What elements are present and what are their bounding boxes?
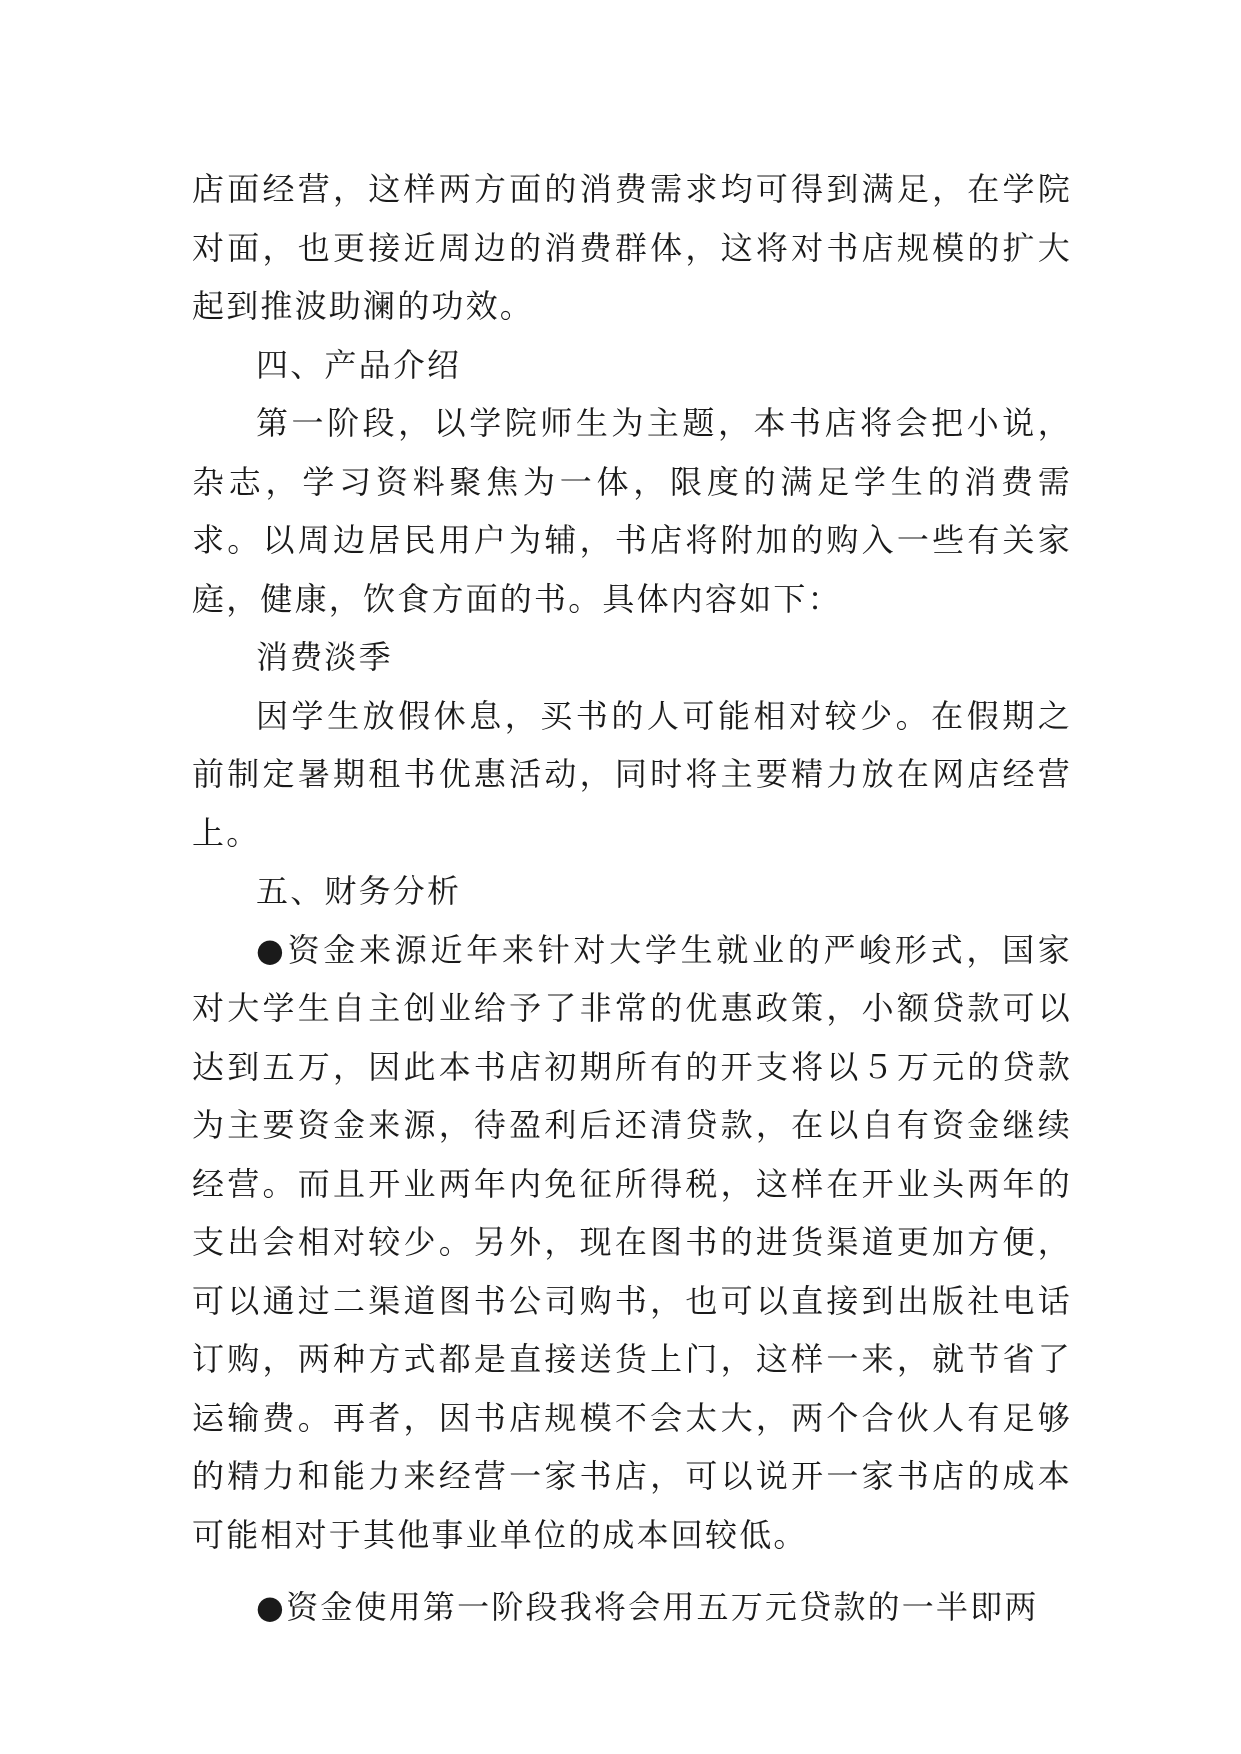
section-heading-product-intro: 四、产品介绍 xyxy=(256,345,462,384)
paragraph-funding-use: ●资金使用第一阶段我将会用五万元贷款的一半即两 xyxy=(256,1588,1039,1626)
document-body xyxy=(192,160,1072,1637)
paragraph-funding-source: ●资金来源近年来针对大学生就业的严峻形式，国家对大学生自主创业给予了非常的优惠政策，小额贷款可以达到五万，因此本书店初期所有的开支将以５万元的贷款为主要资金来源，待盈利后还清贷款，在以自有资金继续经营。而且开业两年内免征所得税，这样在开业头两年的支出会相对较少。另外，现在图书的进货渠道更加方便，可以通过二渠道图书公司购书，也可以直接到出版社电话订购，两种方式都是直接送货上门，这样一来，就节省了运输费。再者，因书店规模不会太大，两个合伙人有足够的精力和能力来经营一家书店，可以说开一家书店的成本可能相对于其他事业单位的成本回较低。 xyxy=(192,930,1072,1554)
paragraph-store-location: 店面经营，这样两方面的消费需求均可得到满足，在学院对面，也更接近周边的消费群体，这将对书店规模的扩大起到推波助澜的功效。 xyxy=(192,170,1072,325)
paragraph-off-season: 因学生放假休息，买书的人可能相对较少。在假期之前制定暑期租书优惠活动，同时将主要精力放在网店经营上。 xyxy=(192,696,1072,852)
section-heading-financial-analysis: 五、财务分析 xyxy=(256,872,462,910)
subheading-off-season: 消费淡季 xyxy=(256,638,393,676)
paragraph-first-stage: 第一阶段，以学院师生为主题，本书店将会把小说，杂志，学习资料聚焦为一体，限度的满足学生的消费需求。以周边居民用户为辅，书店将附加的购入一些有关家庭，健康，饮食方面的书。具体内容如下： xyxy=(192,404,1072,618)
